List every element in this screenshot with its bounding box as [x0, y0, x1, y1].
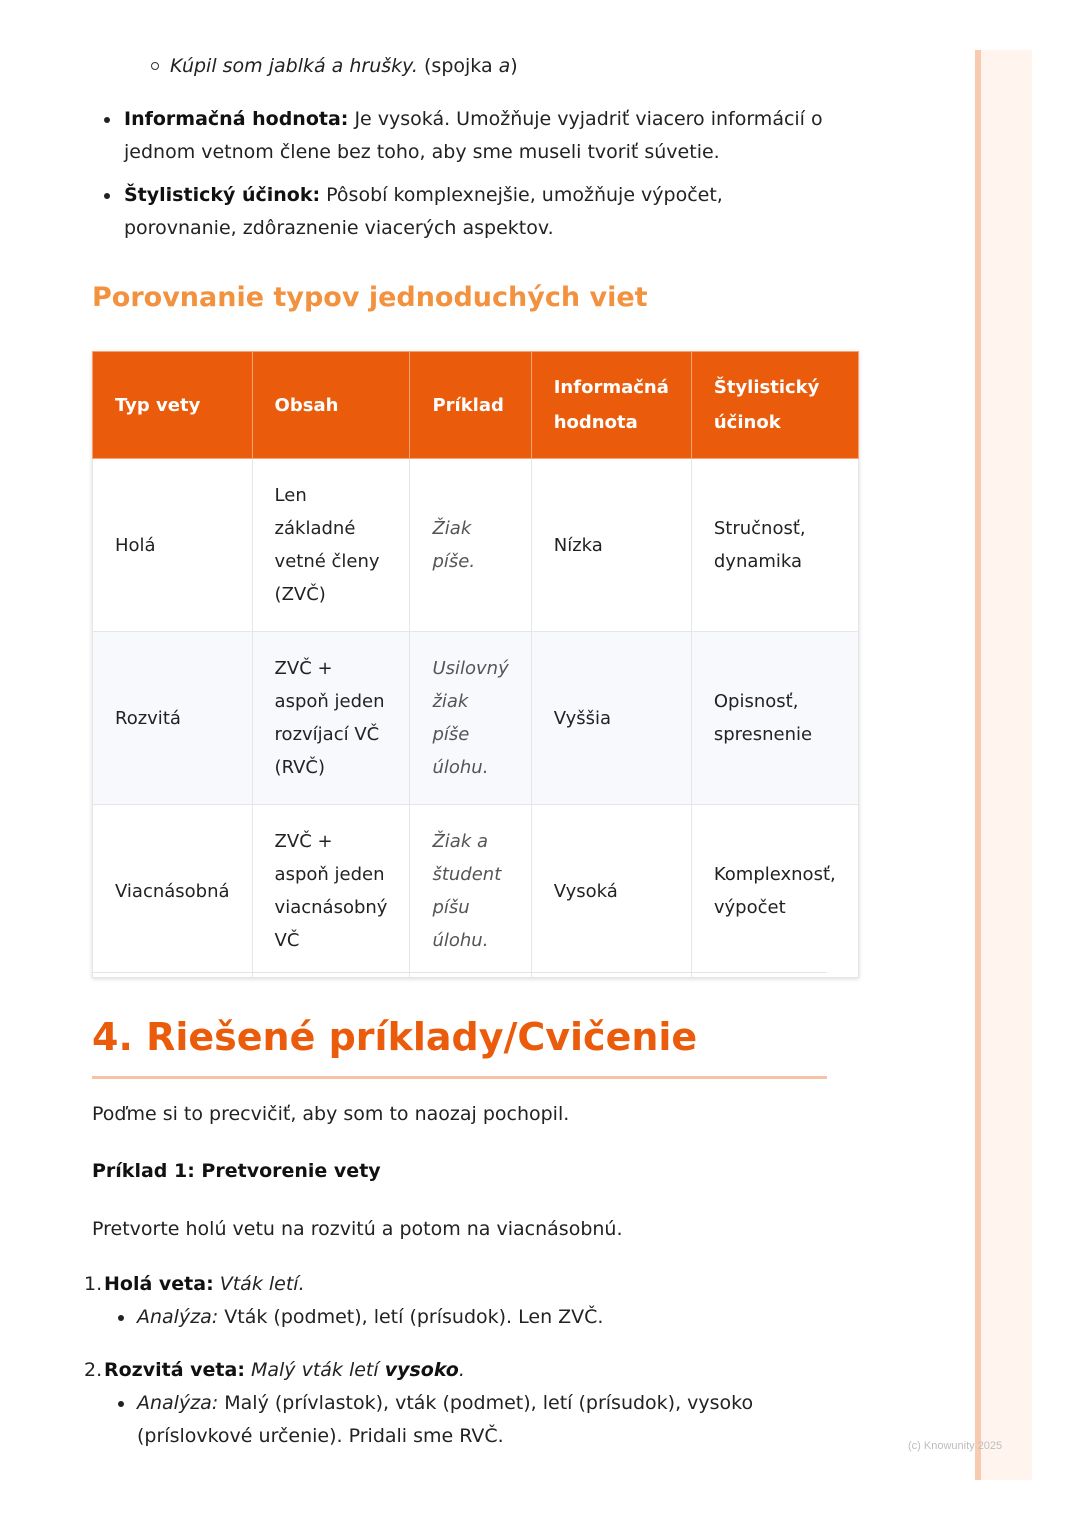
steps-list [84, 1268, 837, 1453]
note-text: (spojka [417, 55, 499, 77]
intro-paragraph: Poďme si to precvičiť, aby som to naozaj pochopil. [92, 1103, 570, 1125]
table-cell: Opisnosť, spresnenie [691, 632, 858, 805]
bullet-text: Je vysoká. Umožňuje vyjadriť viacero informácií o jednom vetnom člene bez toho, aby sme museli tvoriť súvetie. [124, 108, 823, 163]
table-row [93, 459, 859, 632]
table-cell: Stručnosť, dynamika [691, 459, 858, 632]
table-row [93, 805, 859, 978]
chapter-heading-underline [92, 1076, 827, 1079]
table-header-cell: Typ vety [93, 352, 253, 459]
list-item-info-value [124, 103, 832, 169]
instruction-paragraph: Pretvorte holú vetu na rozvitú a potom na viacnásobnú. [92, 1218, 623, 1240]
table-header-cell: Informačná hodnota [531, 352, 691, 459]
section-heading: Porovnanie typov jednoduchých viet [92, 282, 648, 313]
step-sentence: Malý vták letí [250, 1359, 385, 1381]
table-header-cell: Obsah [252, 352, 410, 459]
step-number: 1. [84, 1273, 103, 1295]
table-cell: Komplexnosť, výpočet [691, 805, 858, 978]
document-content [84, 0, 836, 1447]
analysis-list [137, 1387, 837, 1453]
step-label: Holá veta: [104, 1273, 214, 1295]
example-sentence: Kúpil som jablká a hrušky. [170, 55, 418, 77]
analysis-text: Malý (prívlastok), vták (podmet), letí (prísudok), vysoko (príslovkové určenie). Pridali sme RVČ. [137, 1392, 754, 1447]
table-header-cell: Štylistický účinok [691, 352, 858, 459]
note-var: a [498, 55, 511, 77]
analysis-text: Vták (podmet), letí (prísudok). Len ZVČ. [218, 1306, 604, 1328]
comparison-table [92, 351, 859, 978]
bullet-label: Informačná hodnota: [124, 108, 349, 130]
chapter-heading: 4. Riešené príklady/Cvičenie [92, 1015, 698, 1059]
page-sidebar-band [975, 50, 1032, 1480]
table-cell: Žiak píše. [410, 459, 531, 632]
table-cell: ZVČ + aspoň jeden viacnásobný VČ [252, 805, 410, 978]
analysis-item [137, 1387, 837, 1453]
table-cell: Žiak a študent píšu úlohu. [410, 805, 531, 978]
table-cell: Rozvitá [93, 632, 253, 805]
step-sentence-emphasis: vysoko [384, 1359, 459, 1381]
step-number: 2. [84, 1359, 103, 1381]
table-cell: Holá [93, 459, 253, 632]
page-sidebar-line [975, 50, 981, 1480]
step-label: Rozvitá veta: [104, 1359, 245, 1381]
table-cell: Viacnásobná [93, 805, 253, 978]
example-title: Príklad 1: Pretvorenie vety [92, 1160, 381, 1182]
list-item-style-effect [124, 179, 832, 245]
analysis-list [137, 1301, 837, 1334]
table-cell: Len základné vetné členy (ZVČ) [252, 459, 410, 632]
section-divider [92, 972, 827, 973]
table-header-cell: Príklad [410, 352, 531, 459]
note-text-end: ) [510, 55, 518, 77]
table-header-row [93, 352, 859, 459]
list-item [170, 50, 832, 83]
table-row [93, 632, 859, 805]
bullet-label: Štylistický účinok: [124, 184, 321, 206]
analysis-label: Analýza: [137, 1392, 219, 1414]
example-sublist [170, 50, 832, 83]
step-item [84, 1354, 837, 1453]
table-cell: Vyššia [531, 632, 691, 805]
analysis-label: Analýza: [137, 1306, 219, 1328]
table-cell: Vysoká [531, 805, 691, 978]
table-cell: Nízka [531, 459, 691, 632]
table-cell: Usilovný žiak píše úlohu. [410, 632, 531, 805]
step-sentence: Vták letí. [219, 1273, 305, 1295]
step-sentence-end: . [458, 1359, 465, 1381]
table-cell: ZVČ + aspoň jeden rozvíjací VČ (RVČ) [252, 632, 410, 805]
step-item [84, 1268, 837, 1334]
copyright-watermark: (c) Knowunity 2025 [908, 1440, 1003, 1452]
bullet-text: Pôsobí komplexnejšie, umožňuje výpočet, porovnanie, zdôraznenie viacerých aspektov. [124, 184, 723, 239]
property-list [124, 103, 832, 245]
analysis-item [137, 1301, 837, 1334]
